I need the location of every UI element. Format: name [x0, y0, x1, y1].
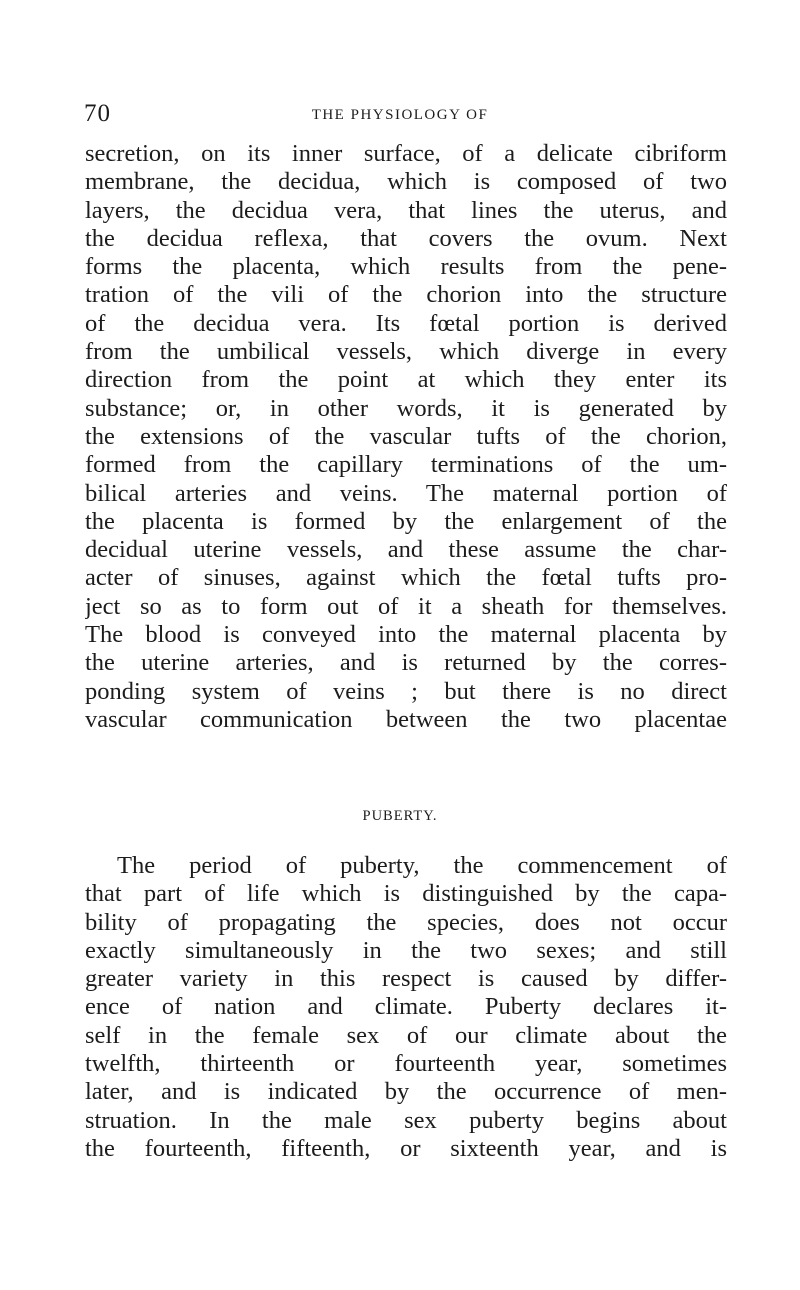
text-line: substance; or, in other words, it is generated by	[85, 394, 727, 422]
paragraph-puberty	[85, 852, 727, 1163]
text-line: exactly simultaneously in the two sexes; and still	[85, 936, 727, 964]
page-number: 70	[84, 100, 111, 127]
text-line: self in the female sex of our climate about the	[85, 1021, 727, 1049]
text-line: the decidua reflexa, that covers the ovum. Next	[85, 224, 727, 252]
text-line: the uterine arteries, and is returned by the corres-	[85, 649, 727, 677]
text-line: direction from the point at which they enter its	[85, 366, 727, 394]
text-line: bility of propagating the species, does not occur	[85, 908, 727, 936]
text-line: greater variety in this respect is caused by differ-	[85, 965, 727, 993]
text-line: formed from the capillary terminations of the um-	[85, 451, 727, 479]
text-line: acter of sinuses, against which the fœtal tufts pro-	[85, 564, 727, 592]
text-line: forms the placenta, which results from the pene-	[85, 253, 727, 281]
text-line: bilical arteries and veins. The maternal portion of	[85, 479, 727, 507]
text-line: later, and is indicated by the occurrence of men-	[85, 1078, 727, 1106]
text-line: layers, the decidua vera, that lines the uterus, and	[85, 196, 727, 224]
text-line: the placenta is formed by the enlargement of the	[85, 507, 727, 535]
page-header	[0, 100, 800, 130]
text-line: ence of nation and climate. Puberty declares it-	[85, 993, 727, 1021]
text-line: of the decidua vera. Its fœtal portion is derived	[85, 309, 727, 337]
text-line: from the umbilical vessels, which diverge in every	[85, 338, 727, 366]
text-line: twelfth, thirteenth or fourteenth year, sometimes	[85, 1050, 727, 1078]
text-line: secretion, on its inner surface, of a delicate cibriform	[85, 140, 727, 167]
text-line: that part of life which is distinguished by the capa-	[85, 880, 727, 908]
text-line: The blood is conveyed into the maternal placenta by	[85, 621, 727, 649]
text-line: ject so as to form out of it a sheath for themselves.	[85, 592, 727, 620]
text-line: vascular communication between the two placentae	[85, 705, 727, 733]
text-line: The period of puberty, the commencement of	[117, 852, 727, 879]
text-line: decidual uterine vessels, and these assume the char-	[85, 536, 727, 564]
text-line: struation. In the male sex puberty begins about	[85, 1106, 727, 1134]
text-line: ponding system of veins ; but there is no direct	[85, 677, 727, 705]
section-heading-puberty: PUBERTY.	[362, 808, 438, 824]
text-line: the extensions of the vascular tufts of the chorion,	[85, 422, 727, 450]
text-line: membrane, the decidua, which is composed of two	[85, 168, 727, 196]
paragraph-placenta	[85, 140, 727, 734]
running-head: THE PHYSIOLOGY OF	[311, 107, 489, 123]
text-line: tration of the vili of the chorion into the structure	[85, 281, 727, 309]
text-line: the fourteenth, fifteenth, or sixteenth year, and is	[85, 1134, 727, 1162]
